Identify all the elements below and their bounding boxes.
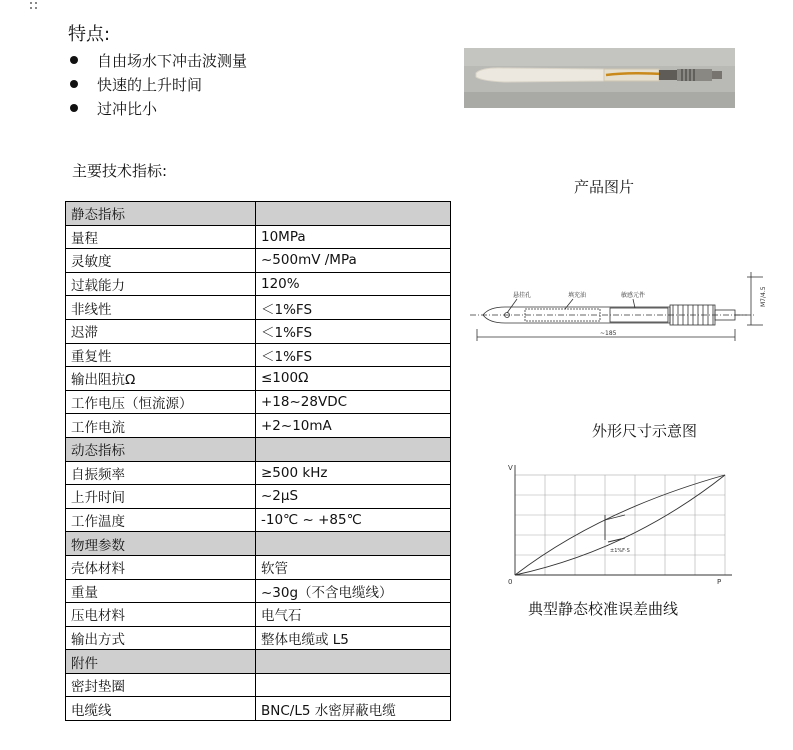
table-section-row [66, 437, 451, 461]
spec-value: +18~28VDC [256, 390, 451, 414]
curve-unloading [515, 475, 725, 575]
table-row [66, 343, 451, 367]
table-row [66, 225, 451, 249]
spec-label: 重复性 [66, 343, 256, 367]
spec-value [256, 532, 451, 556]
curve-caption: 典型静态校准误差曲线 [528, 600, 679, 618]
spec-value: ＜1%FS [256, 343, 451, 367]
spec-label: 输出阻抗Ω [66, 367, 256, 391]
table-row [66, 319, 451, 343]
list-item: 自由场水下冲击波测量 [70, 48, 247, 72]
drawing-label-length: ~185 [600, 330, 617, 337]
curve-v-label: V [508, 464, 513, 472]
table-row [66, 296, 451, 320]
table-row [66, 508, 451, 532]
spec-value [256, 673, 451, 697]
table-row [66, 485, 451, 509]
spec-value: ≥500 kHz [256, 461, 451, 485]
spec-label: 输出方式 [66, 626, 256, 650]
spec-value: 10MPa [256, 225, 451, 249]
spec-label: 量程 [66, 225, 256, 249]
spec-label: 物理参数 [66, 532, 256, 556]
table-row [66, 603, 451, 627]
curve-p-label: P [717, 578, 722, 586]
table-section-row [66, 202, 451, 226]
spec-label: 非线性 [66, 296, 256, 320]
product-photo-caption: 产品图片 [574, 178, 635, 196]
spec-value: 电气石 [256, 603, 451, 627]
spec-label: 附件 [66, 650, 256, 674]
list-item: 过冲比小 [70, 96, 247, 120]
spec-value: 软管 [256, 555, 451, 579]
dimension-drawing [465, 267, 775, 347]
spec-value: ≤100Ω [256, 367, 451, 391]
spec-label: 上升时间 [66, 485, 256, 509]
drawing-label-hole: 悬挂孔 [513, 292, 532, 299]
spec-label: 壳体材料 [66, 555, 256, 579]
spec-value: BNC/L5 水密屏蔽电缆 [256, 697, 451, 721]
spec-label: 静态指标 [66, 202, 256, 226]
table-row [66, 390, 451, 414]
table-row [66, 367, 451, 391]
spec-value [256, 650, 451, 674]
spec-label: 灵敏度 [66, 249, 256, 273]
spec-value: ~500mV /MPa [256, 249, 451, 273]
spec-value: ＜1%FS [256, 296, 451, 320]
spec-label: 过载能力 [66, 272, 256, 296]
dimension-drawing-caption: 外形尺寸示意图 [592, 422, 698, 440]
product-photo [464, 48, 735, 108]
spec-value: 120% [256, 272, 451, 296]
drawing-label-thread: M7/4.5 [760, 286, 767, 307]
spec-label: 工作电压（恒流源） [66, 390, 256, 414]
curve-note-label: ±1%F·S [610, 548, 630, 554]
drawing-label-fill: 填充油 [568, 292, 587, 299]
bullet-icon [70, 104, 78, 112]
bullet-icon [70, 56, 78, 64]
spec-value: +2~10mA [256, 414, 451, 438]
spec-value: ~2μS [256, 485, 451, 509]
spec-label: 密封垫圈 [66, 673, 256, 697]
table-row [66, 697, 451, 721]
spec-label: 电缆线 [66, 697, 256, 721]
spec-label: 重量 [66, 579, 256, 603]
drawing-label-element: 敏感元件 [621, 292, 646, 299]
table-row [66, 414, 451, 438]
drag-handle-icon[interactable] [30, 2, 38, 10]
table-row [66, 272, 451, 296]
spec-table [65, 201, 451, 721]
table-section-row [66, 532, 451, 556]
table-row [66, 626, 451, 650]
table-row [66, 579, 451, 603]
bullet-icon [70, 80, 78, 88]
spec-value: ~30g（不含电缆线） [256, 579, 451, 603]
spec-title: 主要技术指标: [72, 162, 168, 180]
table-row [66, 555, 451, 579]
curve-origin-label: 0 [508, 578, 513, 586]
spec-label: 迟滞 [66, 319, 256, 343]
spec-label: 动态指标 [66, 437, 256, 461]
spec-label: 自振频率 [66, 461, 256, 485]
curve-loading [515, 475, 725, 575]
table-row [66, 461, 451, 485]
spec-value: ＜1%FS [256, 319, 451, 343]
spec-label: 工作电流 [66, 414, 256, 438]
features-list [70, 48, 247, 120]
spec-value: 整体电缆或 L5 [256, 626, 451, 650]
spec-value [256, 437, 451, 461]
spec-value: -10℃ ~ +85℃ [256, 508, 451, 532]
list-item: 快速的上升时间 [70, 72, 247, 96]
calibration-curve [500, 460, 740, 590]
features-title: 特点: [68, 24, 111, 45]
spec-label: 压电材料 [66, 603, 256, 627]
table-row [66, 673, 451, 697]
table-row [66, 249, 451, 273]
table-section-row [66, 650, 451, 674]
spec-value [256, 202, 451, 226]
spec-label: 工作温度 [66, 508, 256, 532]
